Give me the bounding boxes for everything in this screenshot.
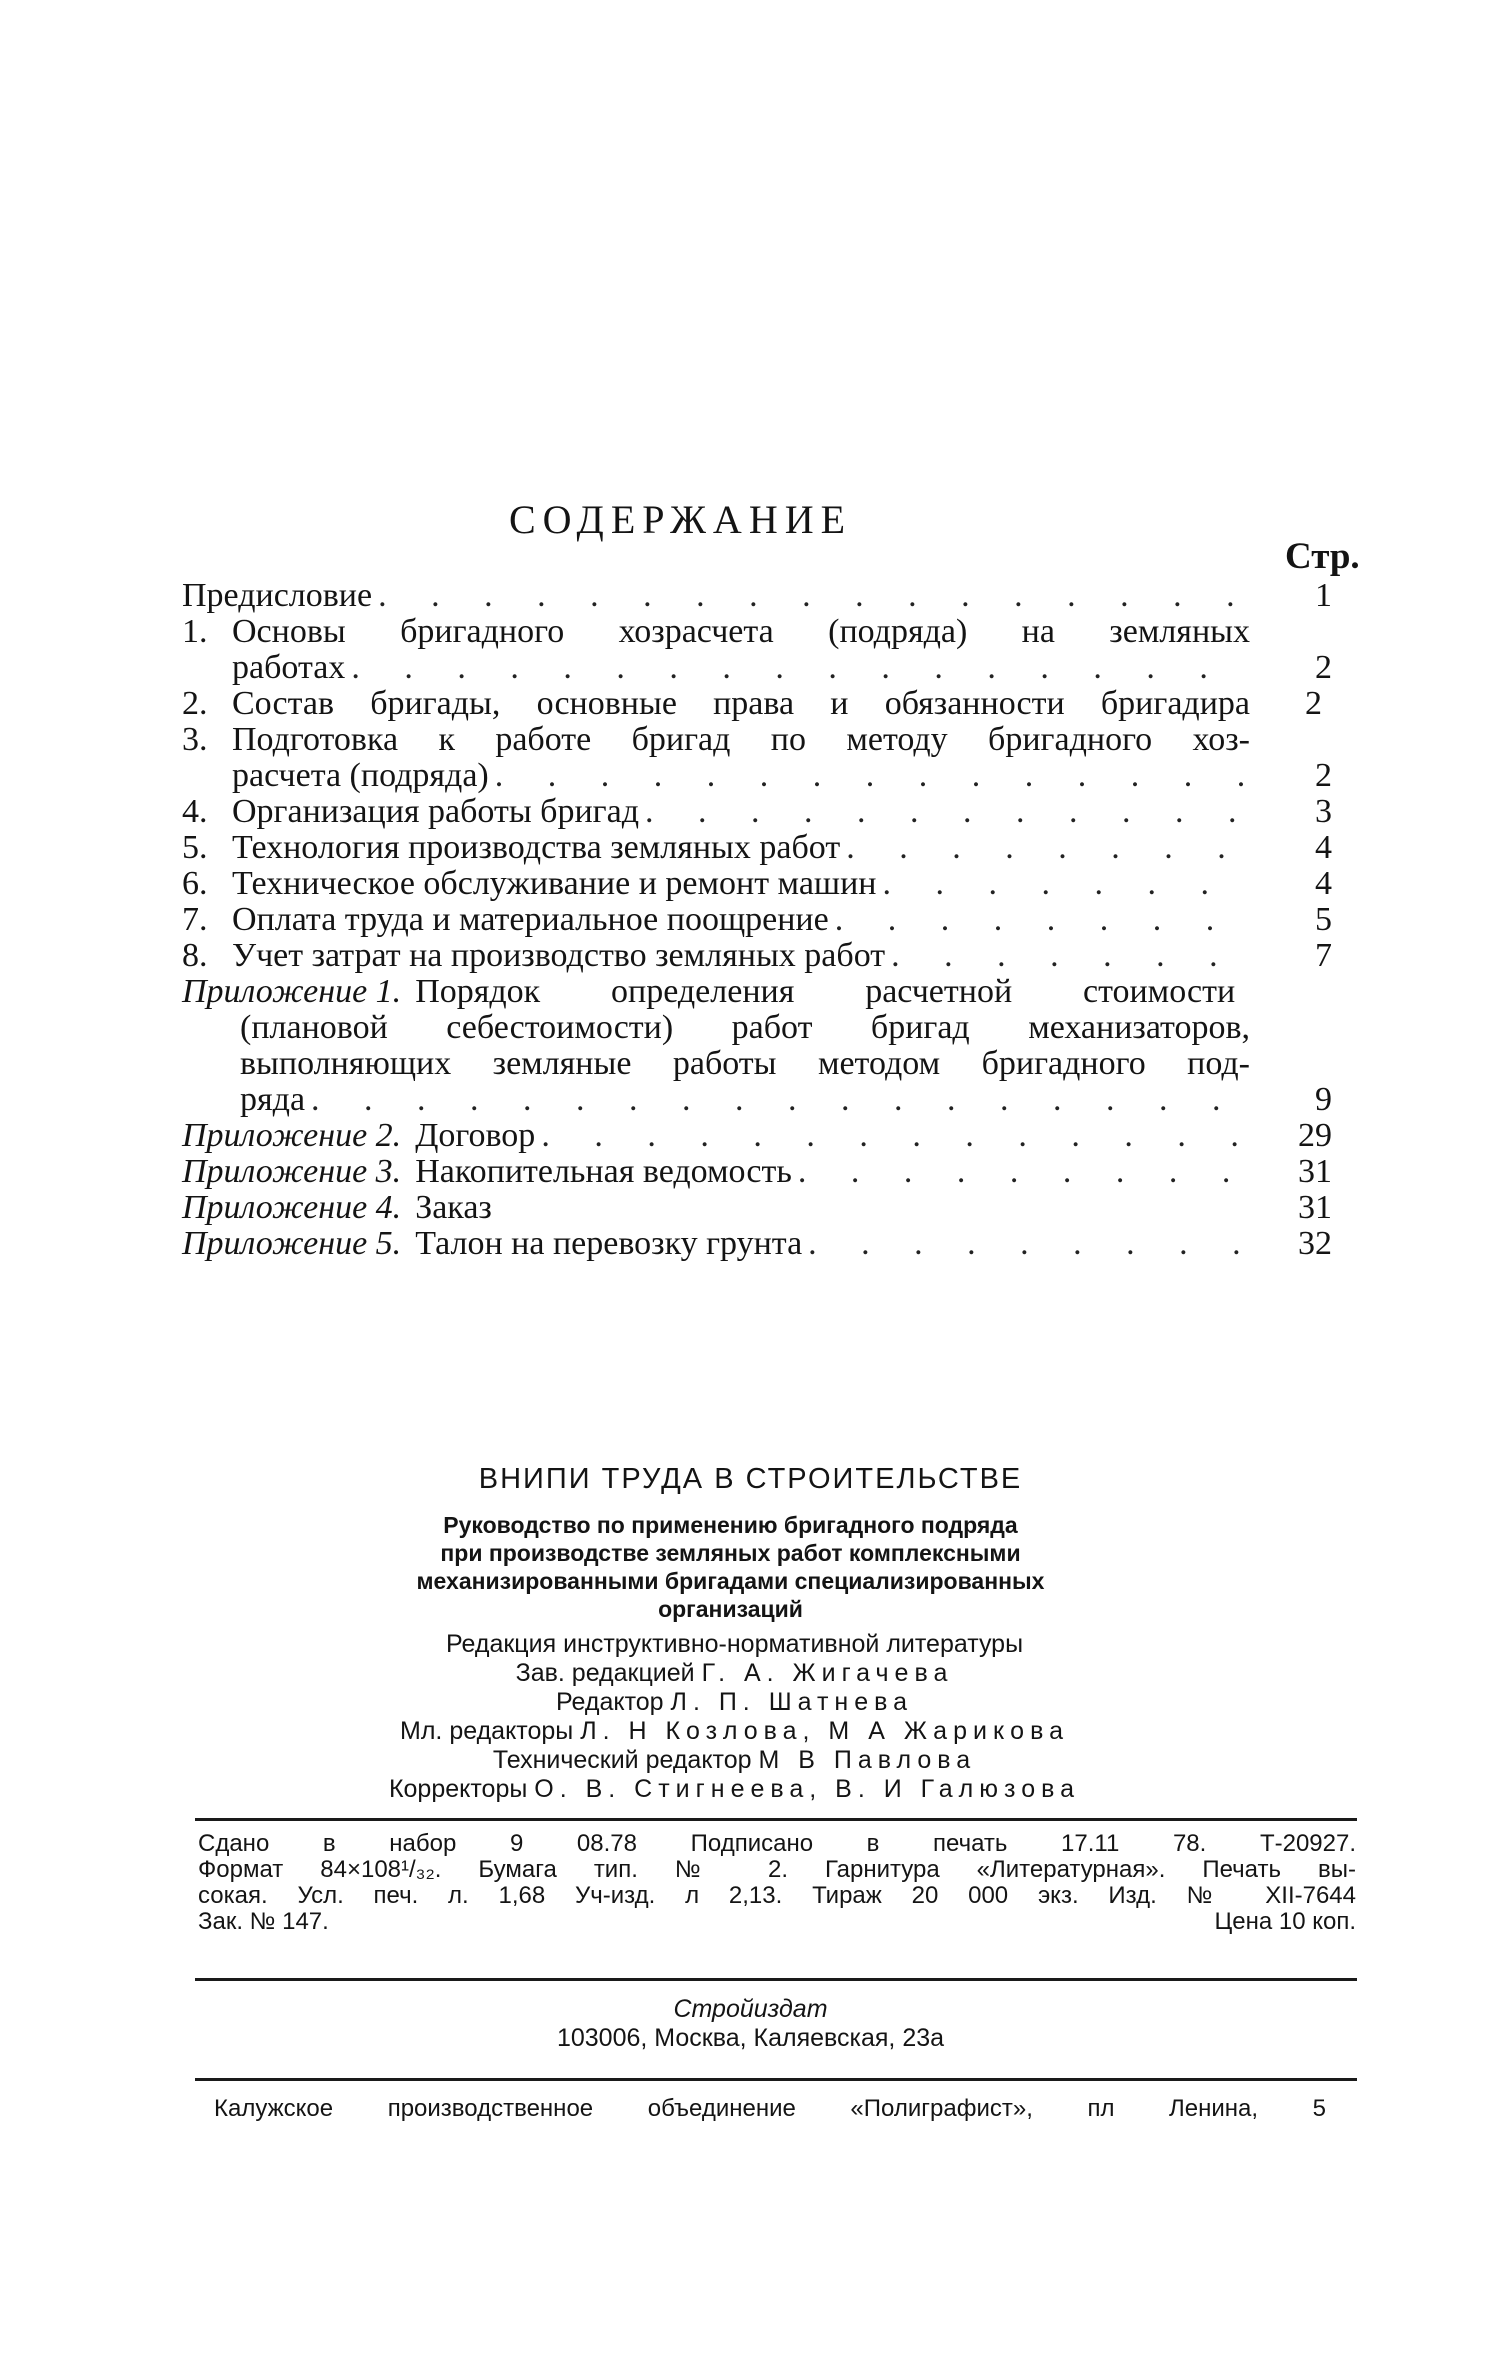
price: Цена 10 коп. <box>1214 1908 1356 1935</box>
staff-role: Технический редактор <box>492 1746 752 1774</box>
toc-item-text: расчета (подряда) <box>232 757 489 794</box>
toc-item-text: Учет затрат на производство земляных работ <box>232 937 886 974</box>
dot-leader <box>883 866 1250 902</box>
contents-title: СОДЕРЖАНИЕ <box>508 497 853 542</box>
printing-line: Сдано в набор 9 08.78 Подписано в печать 17.11 78. Т-20927. <box>198 1831 1356 1857</box>
toc-page-number: 31 <box>1298 1189 1332 1226</box>
staff-name: М В Павлова <box>758 1746 977 1774</box>
toc-page-number: 31 <box>1298 1153 1332 1190</box>
toc-item-text: (плановой себестоимости) работ бригад механизаторов, <box>240 1010 1250 1046</box>
staff-name: Л. П. Шатнева <box>670 1688 914 1716</box>
publisher <box>0 1995 1501 2053</box>
junior-editors <box>0 1717 1485 1746</box>
toc-item-text: выполняющих земляные работы методом бригадного под- <box>240 1046 1250 1082</box>
toc-item-text: Порядок определения расчетной стоимости <box>415 974 1236 1010</box>
proofreaders <box>0 1775 1485 1804</box>
book-title-line: при производстве земляных работ комплексными <box>440 1540 1021 1566</box>
toc-item-7 <box>182 902 1332 938</box>
toc-item-text: Организация работы бригад <box>232 793 640 830</box>
appendix-label: Приложение 2. <box>182 1117 402 1154</box>
order-price-row <box>198 1909 1356 1935</box>
toc-item-4 <box>182 794 1332 830</box>
toc-appendix-5 <box>182 1226 1332 1262</box>
toc-item-2 <box>182 686 1332 722</box>
toc-page-number: 3 <box>1315 793 1332 830</box>
dot-leader <box>495 758 1250 794</box>
toc-item-number: 8. <box>182 937 208 974</box>
toc-page-number: 1 <box>1315 577 1332 614</box>
toc-item-text: Талон на перевозку грунта <box>415 1225 803 1262</box>
toc-page-number: 4 <box>1315 829 1332 866</box>
dot-leader <box>311 1082 1250 1118</box>
toc-item-number: 6. <box>182 865 208 902</box>
appendix-label: Приложение 1. <box>182 973 402 1010</box>
toc-item-text: Оплата труда и материальное поощрение <box>232 901 829 938</box>
staff-role: Мл. редакторы <box>400 1717 574 1745</box>
toc-page-number: 5 <box>1315 901 1332 938</box>
book-title-line: организаций <box>658 1596 803 1622</box>
staff-name: Г. А. Жигачева <box>701 1659 954 1687</box>
toc-page-number: 32 <box>1298 1225 1332 1262</box>
toc-item-text: работах <box>232 649 346 686</box>
toc-item-text: Заказ <box>415 1189 492 1226</box>
dot-leader <box>798 1154 1250 1190</box>
toc-page-number: 9 <box>1315 1081 1332 1118</box>
toc-item-text: Техническое обслуживание и ремонт машин <box>232 865 877 902</box>
dot-leader <box>846 830 1250 866</box>
appendix-label: Приложение 5. <box>182 1225 402 1262</box>
toc-item-text: Основы бригадного хозрасчета (подряда) на земляных <box>232 614 1250 650</box>
divider <box>195 1818 1357 1821</box>
toc-item-number: 3. <box>182 721 208 758</box>
printing-line: сокая. Усл. печ. л. 1,68 Уч-изд. л 2,13. Тираж 20 000 экз. Изд. № XII-7644 <box>198 1883 1356 1909</box>
toc-appendix-3 <box>182 1154 1332 1190</box>
divider <box>195 1978 1357 1981</box>
toc-item-1 <box>182 614 1332 686</box>
technical-editor <box>0 1746 1485 1775</box>
toc-item-number: 2. <box>182 685 208 722</box>
appendix-label: Приложение 4. <box>182 1189 402 1226</box>
toc-item-text: Договор <box>415 1117 536 1154</box>
toc-item-text: Подготовка к работе бригад по методу бригадного хоз- <box>232 722 1250 758</box>
toc-item-text: Технология производства земляных работ <box>232 829 841 866</box>
dot-leader <box>645 794 1250 830</box>
table-of-contents <box>182 578 1332 1262</box>
toc-page-number: 2 <box>1315 757 1332 794</box>
book-title <box>0 1511 1481 1623</box>
editorial-office: Редакция инструктивно-нормативной литературы <box>445 1630 1024 1658</box>
publisher-name: Стройиздат <box>673 1995 828 2023</box>
editor <box>0 1688 1485 1717</box>
toc-page-number: 2 <box>1315 649 1332 686</box>
toc-item-number: 4. <box>182 793 208 830</box>
printing-details <box>198 1831 1356 1935</box>
toc-page-number: 2 <box>1305 685 1322 722</box>
organization-name: ВНИПИ ТРУДА В СТРОИТЕЛЬСТВЕ <box>478 1463 1023 1495</box>
toc-item-6 <box>182 866 1332 902</box>
book-title-line: Руководство по применению бригадного подряда <box>443 1512 1018 1538</box>
book-title-line: механизированными бригадами специализированных <box>416 1568 1045 1594</box>
toc-page-number: 7 <box>1315 937 1332 974</box>
toc-page-number: 4 <box>1315 865 1332 902</box>
divider <box>195 2078 1357 2081</box>
toc-item-text: ряда <box>240 1081 306 1118</box>
dot-leader <box>541 1118 1250 1154</box>
dot-leader <box>891 938 1250 974</box>
toc-item-3 <box>182 722 1332 794</box>
toc-appendix-2 <box>182 1118 1332 1154</box>
staff-name: Л. Н Козлова, М А Жарикова <box>580 1717 1069 1745</box>
toc-appendix-1 <box>182 974 1332 1118</box>
toc-item-text: Состав бригады, основные права и обязанности бригадира <box>232 686 1250 722</box>
dot-leader <box>808 1226 1250 1262</box>
toc-item-number: 5. <box>182 829 208 866</box>
dot-leader <box>835 902 1250 938</box>
toc-item-number: 7. <box>182 901 208 938</box>
publisher-address: 103006, Москва, Каляевская, 23а <box>556 2024 945 2052</box>
toc-item-8 <box>182 938 1332 974</box>
dot-leader <box>351 650 1250 686</box>
toc-item-text: Предисловие <box>182 577 373 614</box>
toc-item-number: 1. <box>182 613 208 650</box>
dot-leader <box>378 578 1250 614</box>
toc-item-5 <box>182 830 1332 866</box>
printing-house: Калужское производственное объединение «Полиграфист», пл Ленина, 5 <box>214 2095 1326 2122</box>
staff-role: Корректоры <box>388 1775 528 1803</box>
toc-item-preface <box>182 578 1332 614</box>
toc-page-number: 29 <box>1298 1117 1332 1154</box>
order-number: Зак. № 147. <box>198 1908 329 1935</box>
printing-line: Формат 84×108¹/₃₂. Бумага тип. № 2. Гарнитура «Литературная». Печать вы- <box>198 1857 1356 1883</box>
staff-name: О. В. Стигнеева, В. И Галюзова <box>534 1775 1081 1803</box>
editorial-staff <box>0 1630 1485 1804</box>
toc-item-text: Накопительная ведомость <box>415 1153 792 1190</box>
page-column-header: Стр. <box>1285 536 1360 577</box>
toc-appendix-4 <box>182 1190 1332 1226</box>
staff-role: Зав. редакцией <box>515 1659 695 1687</box>
appendix-label: Приложение 3. <box>182 1153 402 1190</box>
staff-role: Редактор <box>555 1688 664 1716</box>
head-of-office <box>0 1659 1485 1688</box>
